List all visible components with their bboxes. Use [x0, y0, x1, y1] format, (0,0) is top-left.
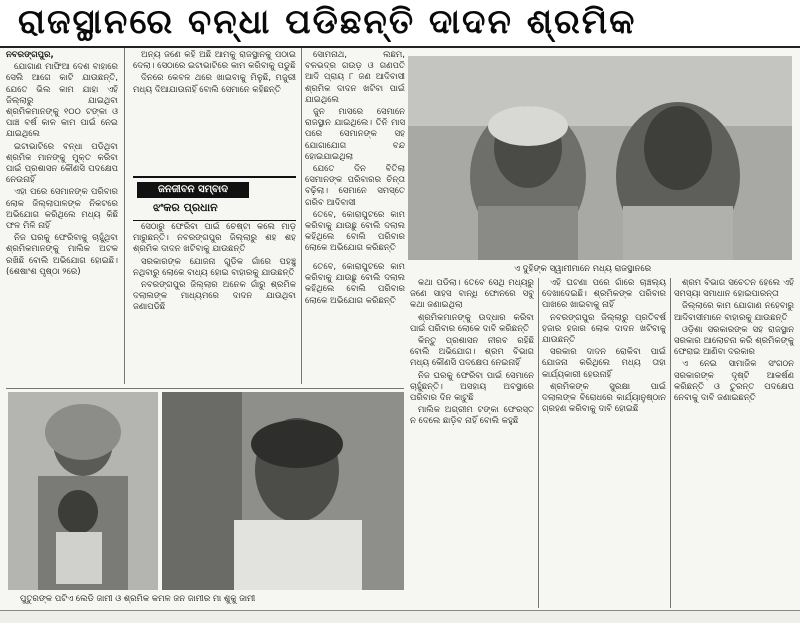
two-women-portrait-icon: [408, 56, 792, 260]
paragraph: ତେବେ, କୋରାପୁଟରେ କାମ କରିବାକୁ ଯାଉଛୁ ବୋଲି ଦଲାଲ କହିଥିଲେ ବୋଲି ପରିବାର ଲୋକେ ଅଭିଯୋଗ କରିଛନ୍ତି: [305, 209, 405, 254]
article-column-6: [674, 278, 794, 608]
paragraph: ଯେତେ ଦିନ ବିତିଲା ସେମାନଙ୍କ ପରିବାରର ଚିନ୍ତା ବଢ଼ିଲା। ସେମାନେ ସମସ୍ତେ ଗରିବ ଆଦିବାସୀ: [305, 164, 405, 208]
paragraph: ଏହି ଘଟଣା ପରେ ଗାଁରେ ଚାଞ୍ଚଲ୍ୟ ଦେଖାଦେଇଛି। ଶ୍ରମିକଙ୍କ ପରିବାର ପାଖରେ ଖାଇବାକୁ ନାହିଁ: [542, 278, 666, 311]
article-column-2-bottom: [133, 222, 296, 382]
article-column-1: [6, 50, 118, 380]
article-column-4: [410, 278, 534, 608]
paragraph: ସରକାରଙ୍କ ଯୋଜନା ଗୁଡିକ ଗାଁରେ ପହଞ୍ଚୁ ନଥିବାରୁ ଲୋକେ ବାଧ୍ୟ ହୋଇ ବାହାରକୁ ଯାଉଛନ୍ତି: [133, 256, 296, 278]
page-bottom-strip: [0, 610, 800, 623]
paragraph: ମାଲିକ ଅଗ୍ରୀମ ଟଙ୍କା ଫେରସ୍ତ ନ ଦେଲେ ଛାଡ଼ିବ ନାହିଁ ବୋଲି କହୁଛି: [410, 405, 534, 427]
paragraph: ଇଟାଭାଟିରେ ବନ୍ଧା ପଡିଥିବା ଶ୍ରମିକ ମାନଙ୍କୁ ମୁକ୍ତ କରିବା ପାଇଁ ପ୍ରଶାସନ କୌଣସି ପଦକ୍ଷେପ ନେଉନାହିଁ: [6, 141, 118, 186]
column-rule: [538, 278, 539, 608]
byline-box: [133, 176, 296, 221]
paragraph: ନବରଙ୍ଗପୁର ଜିଲ୍ଲାର ଅନେକ ଗାଁରୁ ଶ୍ରମିକ ଦଲାଲଙ୍କ ମାଧ୍ୟମରେ ଦାଦନ ଯାଉଥିବା ଜଣାପଡିଛି: [133, 280, 296, 313]
article-column-2-top: [133, 50, 296, 172]
paragraph: ଯୋଗାଣ ମାଫିଆ ଦେଶ ବାହାରେ ସେଲି ଆଗେ କାଟି ଯାଉଛନ୍ତି, ଯେତେ ଭିଲ କାମ ଯାହା ଏହି ଜିଲ୍ଲାରୁ ଯାଇଥିବା ଶ୍ରମିକମାନଙ୍କୁ ୧୦୦ ଟଙ୍କା ଓ ପାଞ୍ଚ ବର୍ଷ କାଳ କାମ ପାଇଁ ନେଇ ଯାଇଥିଲେ: [6, 62, 118, 140]
article-column-3-lower: [305, 262, 405, 382]
photo-two-women: [408, 56, 792, 260]
paragraph: ସରକାର ଦାଦନ ରୋକିବା ପାଇଁ ଯୋଜନା କରିଥିଲେ ମଧ୍ୟ ତାହା କାର୍ଯ୍ୟକାରୀ ହେଉନାହିଁ: [542, 347, 666, 380]
headline: ରାଜସ୍ଥାନରେ ବନ୍ଧା ପଡିଛନ୍ତି ଦାଦନ ଶ୍ରମିକ: [18, 2, 637, 42]
paragraph: ଏହା ପରେ ସେମାନଙ୍କ ପରିବାର ଲୋକ ଜିଲ୍ଲାପାଳଙ୍କ ନିକଟରେ ଅଭିଯୋଗ କରିଥିଲେ ମଧ୍ୟ କିଛି ଫଳ ମିଳି ନାହିଁ: [6, 187, 118, 232]
paragraph: ଶ୍ରମ ବିଭାଗ ସଚେତନ ହେଲେ ଏହି ସମସ୍ୟା ସମାଧାନ ହୋଇପାରନ୍ତା: [674, 278, 794, 300]
article-column-5: [542, 278, 666, 608]
paragraph: କିନ୍ତୁ ପ୍ରଶାସନ ନୀରବ ରହିଛି ବୋଲି ଅଭିଯୋଗ। ଶ୍ରମ ବିଭାଗ ମଧ୍ୟ କୌଣସି ପଦକ୍ଷେପ ନେଇନାହିଁ: [410, 336, 534, 369]
paragraph: ଶ୍ରମିକମାନଙ୍କୁ ଉଦ୍ଧାର କରିବା ପାଇଁ ପରିବାର ଲୋକେ ଦାବି କରିଛନ୍ତି: [410, 312, 534, 334]
photo-elderly-woman: [162, 392, 404, 590]
mother-with-child-icon: [8, 392, 158, 590]
photo-mother-child: [8, 392, 158, 590]
column-rule: [301, 48, 302, 384]
paragraph: ନବରଙ୍ଗପୁର ଜିଲ୍ଲାରୁ ପ୍ରତିବର୍ଷ ହଜାର ହଜାର ଲୋକ ଦାଦନ ଖଟିବାକୁ ଯାଉଛନ୍ତି: [542, 312, 666, 346]
byline-tag: ଜନଜୀବନ ସମ୍ବାଦ: [137, 182, 249, 198]
paragraph: ସୋମନାଥ, ଲଛମ, ବଳଭଦ୍ର ଗଉଡ଼ ଓ ଗଣପତି ଆଦି ପ୍ରାୟ ୮ ଜଣ ଆଦିବାସୀ ଶ୍ରମିକ ଦାଦନ ଖଟିବା ପାଇଁ ଯାଇଥିଲେ: [305, 50, 405, 105]
section-rule: [6, 388, 404, 389]
paragraph: ଜିଲ୍ଲାରେ କାମ ଯୋଗାଣ ନହେବାରୁ ଆଦିବାସୀମାନେ ବାହାରକୁ ଯାଉଛନ୍ତି: [674, 301, 794, 323]
headline-band: [0, 0, 800, 48]
paragraph: ଅନ୍ୟ ଜଣେ କହି ଅଛି ଆମକୁ ରାଜସ୍ଥାନକୁ ପଠାଇ ଦେଲା। ସେଠାରେ ଇଟାଭାଟିରେ କାମ କରିବାକୁ ପଡୁଛି: [133, 50, 296, 72]
photo-caption-top: ଏ ଦୁହିଙ୍କ ସ୍ୱାମୀମାନେ ମଧ୍ୟ ରାଜସ୍ଥାନରେ: [514, 264, 652, 274]
paragraph: ଦିନରେ କେବଳ ଥରେ ଖାଇବାକୁ ମିଳୁଛି, ମଜୁରୀ ମଧ୍ୟ ଦିଆଯାଉନାହିଁ ବୋଲି ସେମାନେ କହିଛନ୍ତି: [133, 73, 296, 95]
paragraph: ନିଜ ଘରକୁ ଫେରିବାକୁ ଚାହୁଁଥିବା ଶ୍ରମିକମାନଙ୍କୁ ମାଲିକ ଅଟକ ରଖିଛି ବୋଲି ଅଭିଯୋଗ ହୋଇଛି। (ଶେଷାଂଶ ପୃଷ୍ଠା ୨ରେ): [6, 233, 118, 277]
column-rule: [124, 48, 125, 384]
column-rule: [670, 278, 671, 608]
paragraph: ନିଜ ଘରକୁ ଫେରିବା ପାଇଁ ସେମାନେ ଚାହୁଁଛନ୍ତି। ଅସହାୟ ଅବସ୍ଥାରେ ପରିବାର ଦିନ କାଟୁଛି: [410, 370, 534, 404]
elderly-woman-portrait-icon: [162, 392, 404, 590]
paragraph: ଓଡ଼ିଶା ସରକାରଙ୍କ ସହ ରାଜସ୍ଥାନ ସରକାର ଆଲୋଚନା କରି ଶ୍ରମିକଙ୍କୁ ଫେରାଇ ଆଣିବା ଦରକାର: [674, 324, 794, 358]
article-column-3: [305, 50, 405, 260]
reporter-name: ଝଂକର ପ୍ରଧାନ: [153, 201, 218, 214]
paragraph: ଏ ନେଇ ସାମାଜିକ ସଂଗଠନ ସରକାରଙ୍କ ଦୃଷ୍ଟି ଆକର୍ଷଣ କରିଛନ୍ତି ଓ ତୁରନ୍ତ ପଦକ୍ଷେପ ନେବାକୁ ଦାବି ଜଣାଇଛନ୍ତି: [674, 359, 794, 404]
paragraph: ଶ୍ରମିକଙ୍କ ସୁରକ୍ଷା ପାଇଁ ଦଲାଲଙ୍କ ବିରୋଧରେ କାର୍ଯ୍ୟାନୁଷ୍ଠାନ ଗ୍ରହଣ କରିବାକୁ ଦାବି ହୋଇଛି: [542, 381, 666, 415]
paragraph: କଥା ପଡିଲା। ତେବେ ସେଥି ମଧ୍ୟରୁ ଜଣେ ସାହସ ବାନ୍ଧି ଫୋନରେ ସବୁ କଥା ଜଣାଇଥିଲା: [410, 278, 534, 311]
dateline: ନବରଙ୍ଗପୁର,: [6, 50, 54, 60]
photo-caption-bottom: ପୁତୁରଙ୍କ ପଟିଏ ଲେଡି ଜାମୀ ଓ ଶ୍ରମିକ କମଳ ଜନ ଜାମୀର ମା ଶୁକୁ ଜାମୀ: [20, 594, 256, 604]
paragraph: ତେବେ, କୋରାପୁଟରେ କାମ କରିବାକୁ ଯାଉଛୁ ବୋଲି ଦଲାଲ କହିଥିଲେ ବୋଲି ପରିବାର ଲୋକେ ଅଭିଯୋଗ କରିଛନ୍ତି: [305, 262, 405, 306]
paragraph: ସେଠାରୁ ଫେରିବା ପାଇଁ ଚେଷ୍ଟା କଲେ ମାଡ଼ ମାରୁଛନ୍ତି। ନବରଙ୍ଗପୁର ଜିଲ୍ଲାରୁ ଶହ ଶହ ଶ୍ରମିକ ଦାଦନ ଖଟିବାକୁ ଯାଉଛନ୍ତି: [133, 222, 296, 255]
paragraph: ଜୁନ ମାସରେ ସେମାନେ ରାଜସ୍ଥାନ ଯାଇଥିଲେ। ତିନି ମାସ ପରେ ସେମାନଙ୍କ ସହ ଯୋଗାଯୋଗ ବନ୍ଦ ହୋଇଯାଇଥିଲା: [305, 107, 405, 162]
